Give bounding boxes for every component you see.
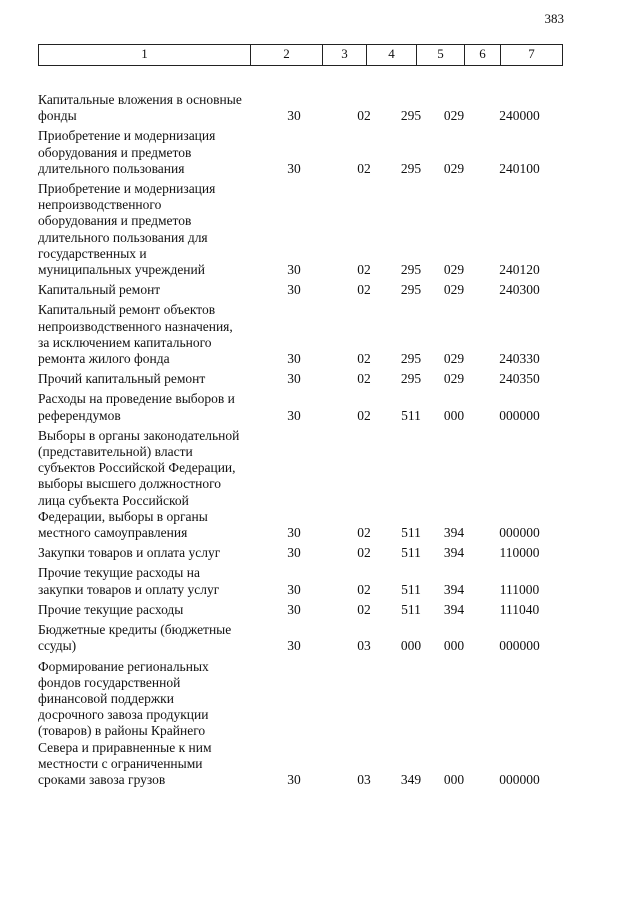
cell-col-7: 240000 bbox=[499, 108, 540, 124]
table-row bbox=[38, 391, 563, 423]
cell-col-6: 029 bbox=[443, 108, 465, 124]
cell-col-3: 30 bbox=[287, 371, 301, 387]
cell-col-3: 30 bbox=[287, 407, 301, 423]
cell-col-4: 02 bbox=[357, 160, 371, 176]
cell-col-3: 30 bbox=[287, 525, 301, 541]
row-description: Приобретение и модернизация непроизводственного оборудования и предметов длительного пользования для государственных и муниципальных учреждений bbox=[38, 181, 216, 278]
cell-col-6: 394 bbox=[443, 525, 465, 541]
table-row bbox=[38, 622, 563, 654]
cell-col-7: 240120 bbox=[499, 262, 540, 278]
cell-col-6: 029 bbox=[443, 262, 465, 278]
cell-col-7: 000000 bbox=[499, 407, 540, 423]
column-header-1: 1 bbox=[39, 45, 251, 65]
cell-col-4: 02 bbox=[357, 371, 371, 387]
column-header-4: 4 bbox=[367, 45, 417, 65]
table-row bbox=[38, 282, 563, 298]
cell-col-7: 110000 bbox=[499, 545, 540, 561]
row-description: Закупки товаров и оплата услуг bbox=[38, 545, 221, 561]
cell-col-3: 30 bbox=[287, 160, 301, 176]
row-description: Капитальные вложения в основные фонды bbox=[38, 92, 242, 124]
column-header-2: 2 bbox=[251, 45, 323, 65]
row-description: Прочий капитальный ремонт bbox=[38, 371, 206, 387]
table-row bbox=[38, 428, 563, 541]
table-row bbox=[38, 128, 563, 177]
cell-col-3: 30 bbox=[287, 262, 301, 278]
row-description: Расходы на проведение выборов и референдумов bbox=[38, 391, 235, 423]
cell-col-5: 511 bbox=[401, 545, 421, 561]
row-description: Прочие текущие расходы на закупки товаров и оплату услуг bbox=[38, 565, 220, 597]
cell-col-7: 240330 bbox=[499, 351, 540, 367]
cell-col-7: 111000 bbox=[499, 581, 540, 597]
column-header-7: 7 bbox=[528, 46, 535, 61]
cell-col-5: 295 bbox=[400, 371, 422, 387]
cell-col-4: 02 bbox=[357, 525, 371, 541]
row-description: Приобретение и модернизация оборудования и предметов длительного пользования bbox=[38, 128, 216, 176]
cell-col-6: 000 bbox=[443, 407, 465, 423]
row-description: Выборы в органы законодательной (представительной) власти субъектов Российской Федерации, выборы высшего должностного лица субъекта Российской Федерации, выборы в органы местного самоуправления bbox=[38, 427, 240, 541]
cell-col-4: 02 bbox=[357, 407, 371, 423]
cell-col-6: 000 bbox=[443, 771, 465, 787]
cell-col-7: 000000 bbox=[499, 525, 540, 541]
table-row bbox=[38, 602, 563, 618]
table-row bbox=[38, 565, 563, 597]
cell-col-4: 02 bbox=[357, 581, 371, 597]
cell-col-7: 000000 bbox=[499, 638, 540, 654]
cell-col-4: 02 bbox=[357, 282, 371, 298]
table-row bbox=[38, 92, 563, 124]
cell-col-6: 394 bbox=[443, 601, 465, 617]
cell-col-4: 03 bbox=[357, 638, 371, 654]
cell-col-5: 511 bbox=[401, 581, 421, 597]
table-row bbox=[38, 545, 563, 561]
cell-col-7: 240100 bbox=[499, 160, 540, 176]
cell-col-3: 30 bbox=[287, 771, 301, 787]
table-row bbox=[38, 371, 563, 387]
cell-col-5: 295 bbox=[400, 351, 422, 367]
cell-col-4: 02 bbox=[357, 108, 371, 124]
cell-col-5: 511 bbox=[401, 601, 421, 617]
cell-col-5: 000 bbox=[400, 638, 422, 654]
cell-col-7: 000000 bbox=[499, 771, 540, 787]
row-description: Прочие текущие расходы bbox=[38, 601, 184, 617]
cell-col-5: 295 bbox=[400, 282, 422, 298]
cell-col-7: 240300 bbox=[499, 282, 540, 298]
cell-col-3: 30 bbox=[287, 108, 301, 124]
cell-col-3: 30 bbox=[287, 581, 301, 597]
cell-col-3: 30 bbox=[287, 545, 301, 561]
cell-col-5: 349 bbox=[400, 771, 422, 787]
budget-table-body bbox=[38, 92, 563, 792]
cell-col-6: 394 bbox=[443, 545, 465, 561]
cell-col-5: 511 bbox=[401, 525, 421, 541]
cell-col-5: 295 bbox=[400, 160, 422, 176]
table-row bbox=[38, 181, 563, 278]
row-description: Формирование региональных фондов государственной финансовой поддержки досрочного завоза продукции (товаров) в районы Крайнего Севера и приравненные к ним местности с ограниченными сроками завоза грузов bbox=[38, 658, 212, 787]
row-description: Бюджетные кредиты (бюджетные ссуды) bbox=[38, 622, 232, 654]
cell-col-3: 30 bbox=[287, 601, 301, 617]
cell-col-4: 02 bbox=[357, 351, 371, 367]
cell-col-6: 394 bbox=[443, 581, 465, 597]
row-description: Капитальный ремонт объектов непроизводственного назначения, за исключением капитального ремонта жилого фонда bbox=[38, 302, 233, 367]
cell-col-6: 029 bbox=[443, 160, 465, 176]
cell-col-4: 02 bbox=[357, 262, 371, 278]
page-number: 383 bbox=[544, 11, 564, 26]
table-row bbox=[38, 302, 563, 367]
cell-col-6: 029 bbox=[443, 351, 465, 367]
cell-col-6: 029 bbox=[443, 282, 465, 298]
cell-col-5: 295 bbox=[400, 108, 422, 124]
cell-col-6: 029 bbox=[443, 371, 465, 387]
cell-col-7: 240350 bbox=[499, 371, 540, 387]
cell-col-6: 000 bbox=[443, 638, 465, 654]
column-header-row bbox=[38, 44, 563, 66]
table-row bbox=[38, 659, 563, 789]
column-header-6: 6 bbox=[465, 45, 501, 65]
cell-col-3: 30 bbox=[287, 351, 301, 367]
cell-col-4: 03 bbox=[357, 771, 371, 787]
cell-col-5: 295 bbox=[400, 262, 422, 278]
cell-col-4: 02 bbox=[357, 601, 371, 617]
cell-col-7: 111040 bbox=[499, 601, 540, 617]
column-header-5: 5 bbox=[417, 45, 465, 65]
column-header-3: 3 bbox=[323, 45, 367, 65]
cell-col-3: 30 bbox=[287, 638, 301, 654]
cell-col-3: 30 bbox=[287, 282, 301, 298]
cell-col-4: 02 bbox=[357, 545, 371, 561]
cell-col-5: 511 bbox=[401, 407, 421, 423]
row-description: Капитальный ремонт bbox=[38, 282, 161, 298]
